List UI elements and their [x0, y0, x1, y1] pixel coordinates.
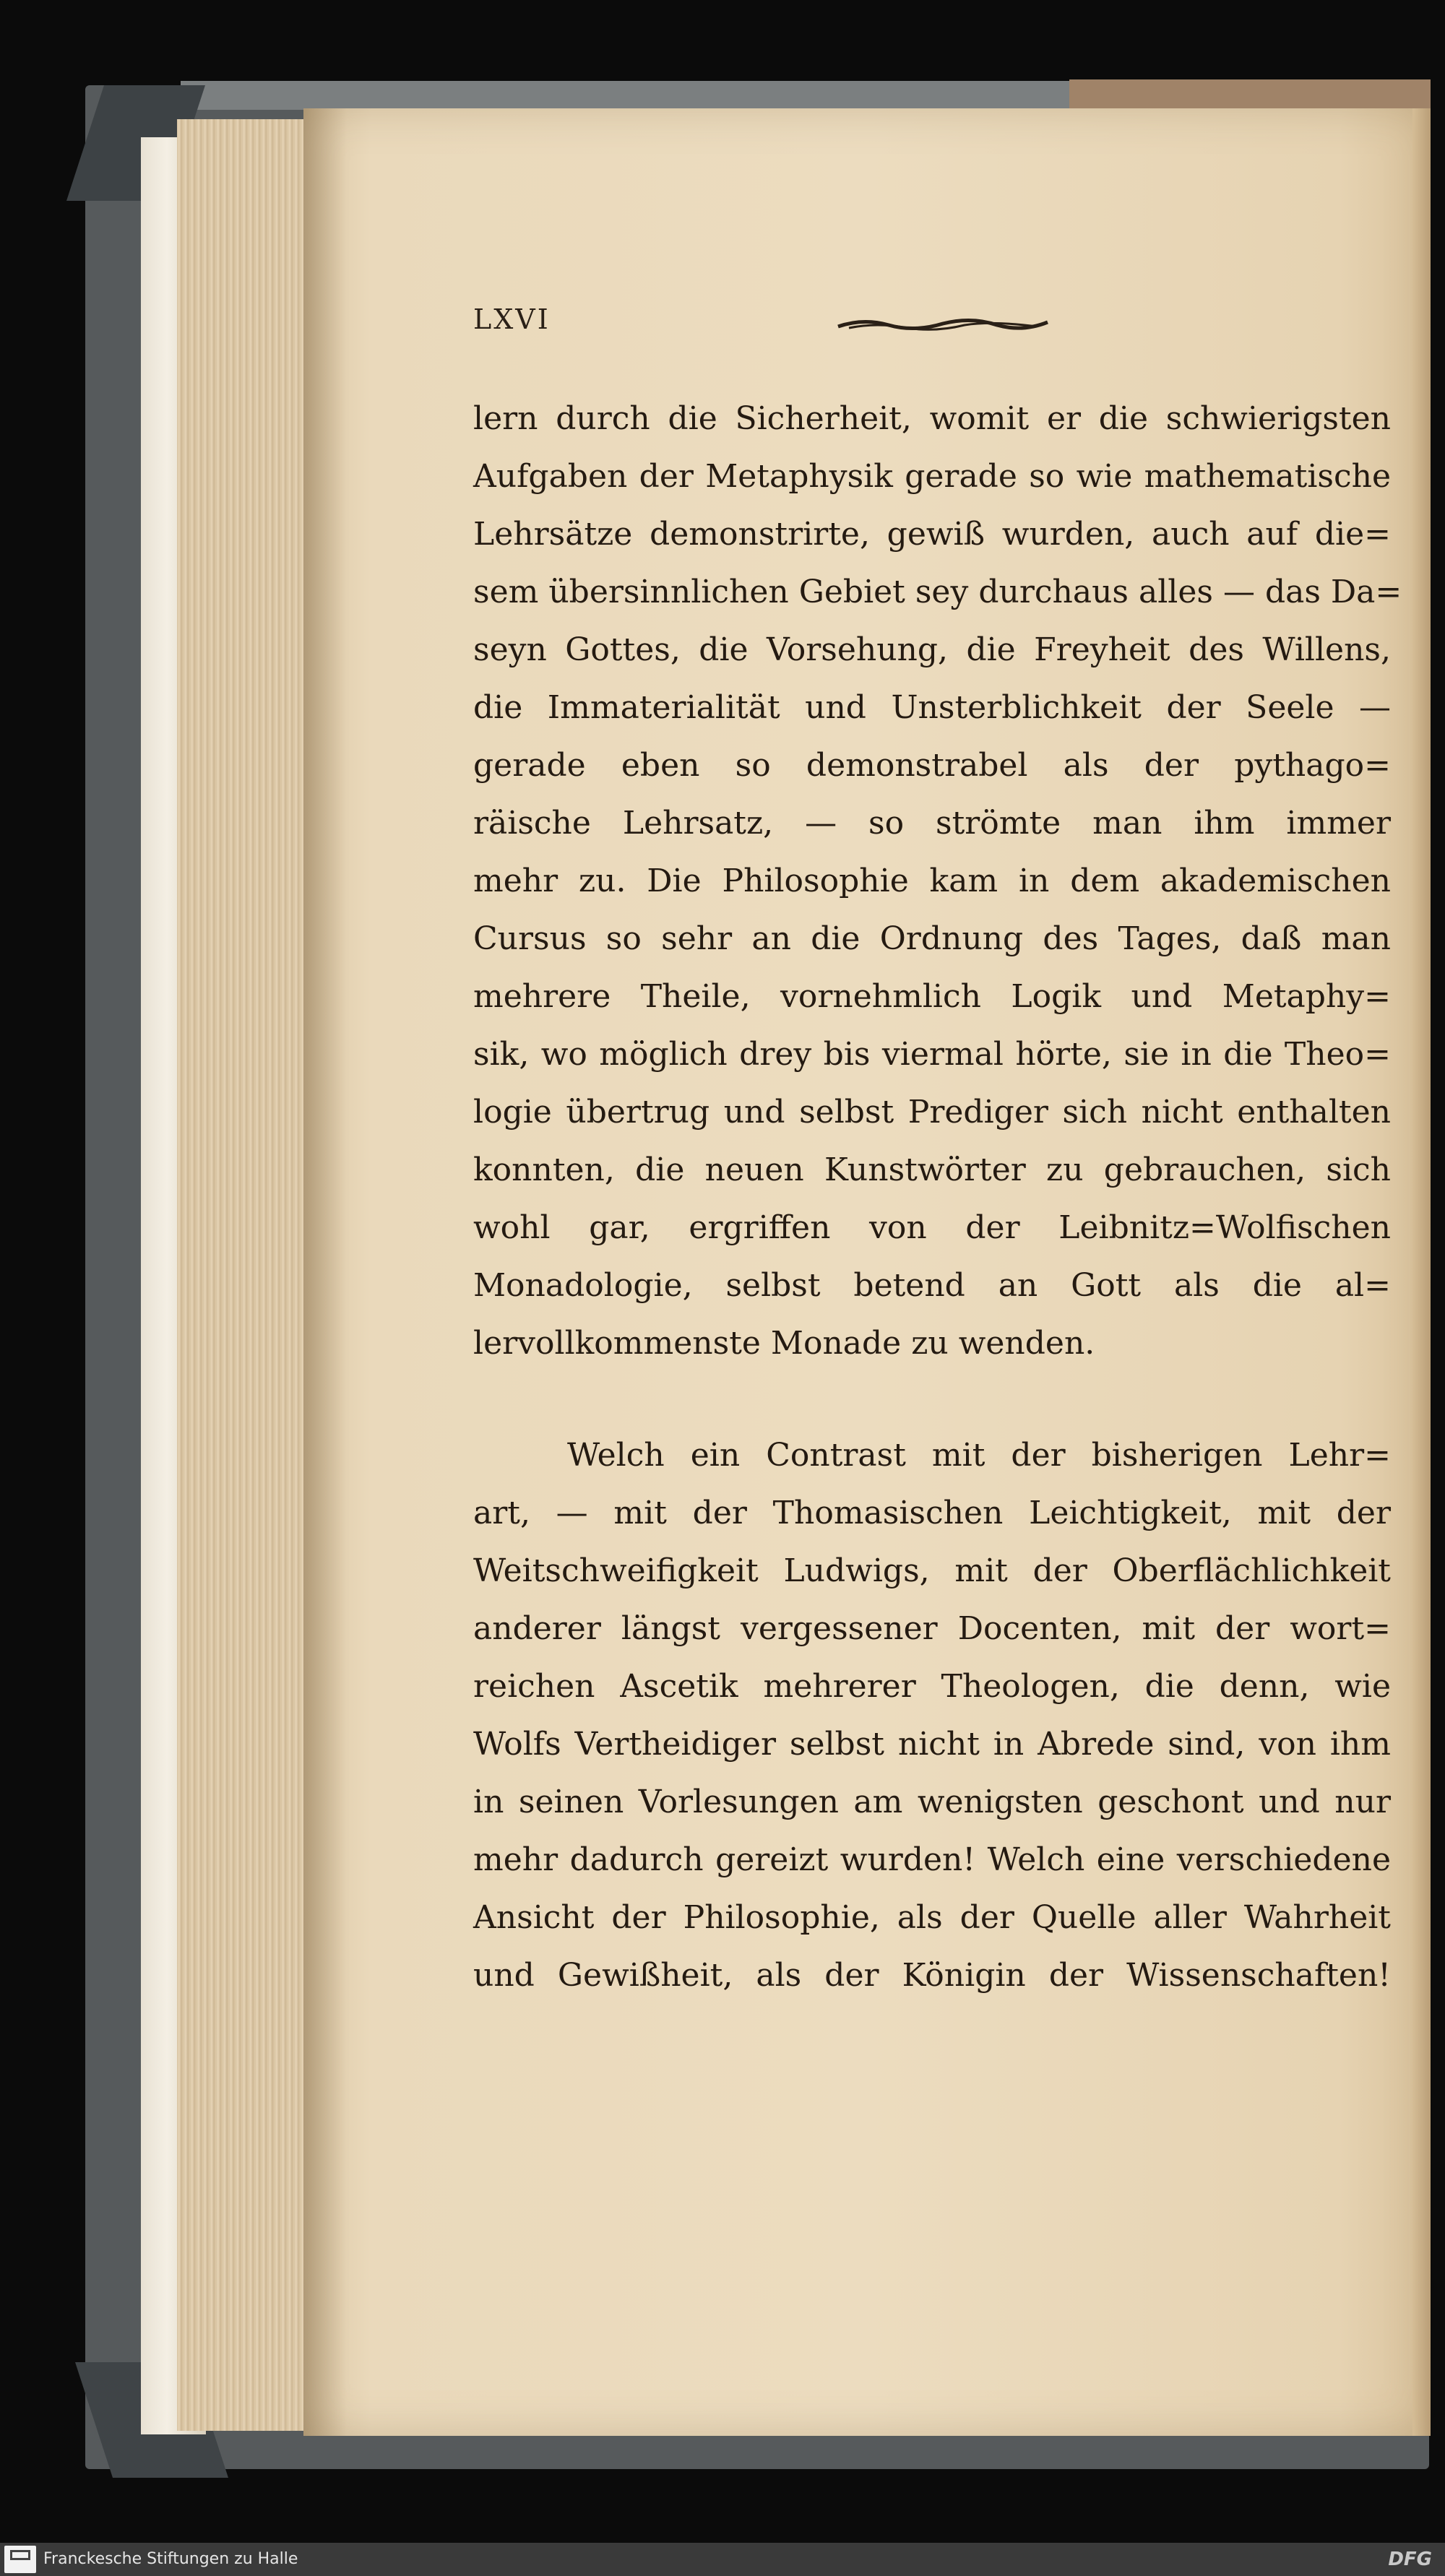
text-line: Cursus so sehr an die Ordnung des Tages, daß man [473, 920, 1391, 957]
page-right-edge [1412, 108, 1431, 2436]
text-line: mehr zu. Die Philosophie kam in dem akademischen [473, 863, 1391, 899]
text-line: wohl gar, ergriffen von der Leibnitz=Wolfischen [473, 1209, 1391, 1246]
text-line: Weitschweifigkeit Ludwigs, mit der Oberflächlichkeit [473, 1552, 1391, 1589]
text-line: und Gewißheit, als der Königin der Wissenschaften! [473, 1957, 1391, 1994]
text-line: räische Lehrsatz, — so strömte man ihm immer [473, 805, 1391, 842]
text-line: mehrere Theile, vornehmlich Logik und Metaphy= [473, 978, 1391, 1015]
text-line: Lehrsätze demonstrirte, gewiß wurden, auch auf die= [473, 516, 1391, 553]
cover-top-right-edge [1069, 79, 1431, 111]
text-line: seyn Gottes, die Vorsehung, die Freyheit des Willens, [473, 631, 1391, 668]
text-line: mehr dadurch gereizt wurden! Welch eine verschiedene [473, 1841, 1391, 1878]
header-ornament [834, 316, 1051, 334]
text-line: gerade eben so demonstrabel als der pythago= [473, 747, 1391, 784]
text-line: Wolfs Vertheidiger selbst nicht in Abrede sind, von ihm [473, 1726, 1391, 1763]
institution-label: Franckesche Stiftungen zu Halle [43, 2550, 298, 2568]
text-line: Aufgaben der Metaphysik gerade so wie mathematische [473, 458, 1391, 495]
page-header [473, 303, 1196, 347]
text-line: art, — mit der Thomasischen Leichtigkeit, mit der [473, 1495, 1391, 1531]
dfg-badge: DFG [1388, 2549, 1432, 2570]
text-line: Monadologie, selbst betend an Gott als die al= [473, 1267, 1391, 1304]
gutter-shadow [303, 108, 347, 2436]
text-line: lervollkommenste Monade zu wenden. [473, 1325, 1095, 1362]
text-line: konnten, die neuen Kunstwörter zu gebrauchen, sich [473, 1151, 1391, 1188]
text-line: Ansicht der Philosophie, als der Quelle aller Wahrheit [473, 1899, 1391, 1936]
text-line: logie übertrug und selbst Prediger sich nicht enthalten [473, 1094, 1391, 1131]
text-line: reichen Ascetik mehrerer Theologen, die denn, wie [473, 1668, 1391, 1705]
text-line: Welch ein Contrast mit der bisherigen Lehr= [567, 1437, 1391, 1474]
logo-mark-icon [10, 2550, 30, 2560]
text-line: lern durch die Sicherheit, womit er die schwierigsten [473, 400, 1391, 437]
text-line: anderer längst vergessener Docenten, mit der wort= [473, 1610, 1391, 1647]
cover-top-strip [181, 81, 1077, 110]
text-line: sem übersinnlichen Gebiet sey durchaus alles — das Da= [473, 574, 1402, 610]
page-edges [177, 119, 314, 2431]
text-line: die Immaterialität und Unsterblichkeit der Seele — [473, 689, 1391, 726]
text-line: in seinen Vorlesungen am wenigsten geschont und nur [473, 1784, 1391, 1820]
page-number: LXVI [473, 303, 551, 335]
text-line: sik, wo möglich drey bis viermal hörte, sie in die Theo= [473, 1036, 1391, 1073]
